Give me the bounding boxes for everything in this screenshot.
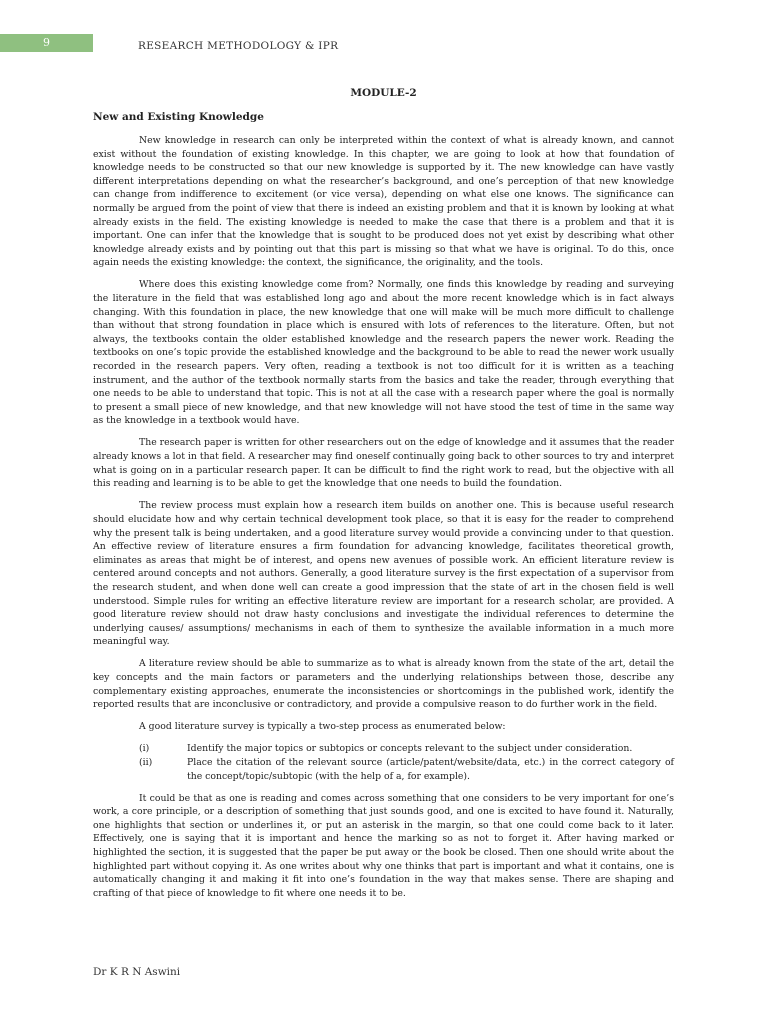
paragraph: A literature review should be able to summarize as to what is already known from the state of the art, detail the key concepts and the main factors or parameters and the underlying relationships between those, describe any complementary existing approaches, enumerate the inconsistencies or shortcomings in the published work, identify the reported results that are inconclusive or contradictory, and provide a compulsive reason to do further work in the field. — [93, 658, 674, 711]
list-item-text: Place the citation of the relevant source (article/patent/website/data, etc.) in the correct category of the concept/topic/subtopic (with the help of a, for example). — [187, 756, 674, 782]
paragraph: The review process must explain how a research item builds on another one. This is because useful research should elucidate how and why certain technical development took place, so that it is easy for the reader to comprehend why the present talk is being undertaken, and a good literature survey would provide a convincing under to that question. An effective review of literature ensures a firm foundation for advancing knowledge, facilitates theoretical growth, eliminates as areas that might be of interest, and opens new avenues of possible work. An efficient literature review is centered around concepts and not authors. Generally, a good literature survey is the first expectation of a supervisor from the research student, and when done well can create a good impression that the state of art in the chosen field is well understood. Simple rules for writing an effective literature review are important for a research scholar, are provided. A good literature review should not draw hasty conclusions and investigate the individual references to determine the underlying causes/ assumptions/ mechanisms in each of them to synthesize the available information in a much more meaningful way. — [93, 500, 674, 648]
steps-list — [93, 742, 674, 783]
document-body — [93, 87, 674, 909]
list-item-marker: (i) — [139, 743, 150, 755]
paragraph: The research paper is written for other researchers out on the edge of knowledge and it assumes that the reader already knows a lot in that field. A researcher may find oneself continually going back to other sources to try and interpret what is going on in a particular research paper. It can be difficult to find the right work to read, but the objective with all this reading and learning is to be able to get the knowledge that one needs to build the foundation. — [93, 437, 674, 490]
module-title: MODULE-2 — [350, 87, 417, 99]
list-item-text: Identify the major topics or subtopics or concepts relevant to the subject under consideration. — [187, 743, 633, 755]
paragraph: It could be that as one is reading and comes across something that one considers to be very important for one’s work, a core principle, or a description of something that just sounds good, and one is excited to have found it. Naturally, one highlights that section or underlines it, or put an asterisk in the margin, so that one could come back to it later. Effectively, one is saying that it is important and hence the marking so as not to forget it. After having marked or highlighted the section, it is suggested that the paper be put away or the book be closed. Then one should write about the highlighted part without copying it. As one writes about why one thinks that part is important and what it contains, one is automatically changing it and making it fit into one’s foundation in the way that makes sense. There are shaping and crafting of that piece of knowledge to fit where one needs it to be. — [93, 792, 674, 899]
list-item — [93, 742, 674, 756]
paragraph: A good literature survey is typically a two-step process as enumerated below: — [139, 721, 506, 733]
list-item — [93, 756, 674, 783]
paragraph: Where does this existing knowledge come from? Normally, one finds this knowledge by reading and surveying the literature in the field that was established long ago and about the more recent knowledge which is in fact always changing. With this foundation in place, the new knowledge that one will make will be much more difficult to challenge than without that strong foundation in place which is ensured with lots of references to the literature. Often, but not always, the textbooks contain the older established knowledge and the research papers the newer work. Reading the textbooks on one’s topic provide the established knowledge and the background to be able to read the newer work usually recorded in the research papers. Very often, reading a textbook is not too difficult for it is written as a teaching instrument, and the author of the textbook normally starts from the basics and take the reader, through everything that one needs to be able to understand that topic. This is not at all the case with a research paper where the goal is normally to present a small piece of new knowledge, and that new knowledge will not have stood the test of time in the same way as the knowledge in a textbook would have. — [93, 279, 674, 427]
section-heading: New and Existing Knowledge — [93, 111, 264, 123]
paragraph: New knowledge in research can only be interpreted within the context of what is already known, and cannot exist without the foundation of existing knowledge. In this chapter, we are going to look at how that foundation of knowledge needs to be constructed so that our new knowledge is supported by it. The new knowledge can have vastly different interpretations depending on what the researcher’s background, and one’s perception of that new knowledge can change from indifference to excitement (or vice versa), depending on what else one knows. The significance can normally be argued from the point of view that there is indeed an existing problem and that it is known by looking at what already exists in the field. The existing knowledge is needed to make the case that there is a problem and that it is important. One can infer that the knowledge that is sought to be produced does not yet exist by describing what other knowledge already exists and by pointing out that this part is missing so that what we have is original. To do this, once again needs the existing knowledge: the context, the significance, the originality, and the tools. — [93, 135, 674, 269]
list-item-marker: (ii) — [139, 756, 153, 768]
running-header-title: RESEARCH METHODOLOGY & IPR — [138, 40, 339, 52]
page-number-badge: 9 — [0, 34, 93, 52]
footer-author: Dr K R N Aswini — [93, 966, 181, 978]
